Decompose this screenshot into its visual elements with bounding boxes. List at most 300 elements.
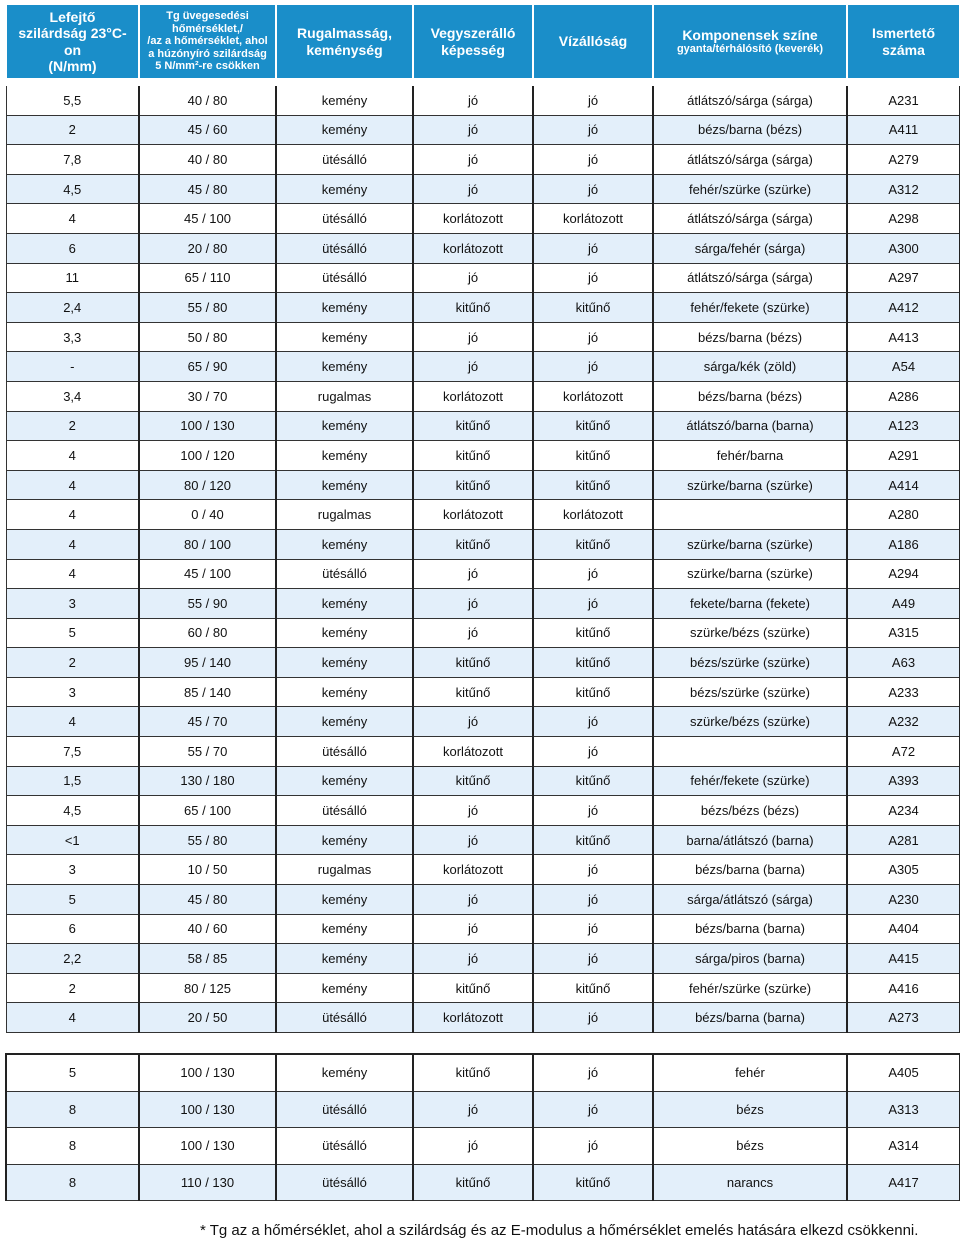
- cell-water-resistance: kitűnő: [533, 1164, 653, 1201]
- cell-chemical-resistance: jó: [413, 825, 533, 855]
- cell-water-resistance: jó: [533, 115, 653, 145]
- cell-peel-strength: 4: [6, 470, 139, 500]
- cell-elasticity: ütésálló: [276, 204, 413, 234]
- cell-datasheet-number: A415: [847, 944, 960, 974]
- cell-component-color: sárga/piros (barna): [653, 944, 847, 974]
- cell-datasheet-number: A233: [847, 677, 960, 707]
- cell-datasheet-number: A312: [847, 174, 960, 204]
- table-row: [6, 1054, 960, 1091]
- cell-peel-strength: 4,5: [6, 174, 139, 204]
- cell-water-resistance: jó: [533, 885, 653, 915]
- cell-tg-temperature: 65 / 100: [139, 796, 276, 826]
- header-elasticity: Rugalmasság, keménység: [276, 5, 413, 78]
- cell-tg-temperature: 55 / 80: [139, 825, 276, 855]
- table-row: [6, 944, 960, 974]
- cell-datasheet-number: A231: [847, 86, 960, 115]
- cell-tg-temperature: 130 / 180: [139, 766, 276, 796]
- cell-datasheet-number: A273: [847, 1003, 960, 1033]
- cell-water-resistance: jó: [533, 914, 653, 944]
- cell-peel-strength: 4: [6, 441, 139, 471]
- cell-elasticity: ütésálló: [276, 1128, 413, 1165]
- footnote: * Tg az a hőmérséklet, ahol a szilárdság és az E-modulus a hőmérséklet emelés hatására elkezd csökkenni.: [200, 1222, 919, 1239]
- cell-tg-temperature: 45 / 80: [139, 174, 276, 204]
- table-row: [6, 441, 960, 471]
- cell-tg-temperature: 50 / 80: [139, 322, 276, 352]
- table-row: [6, 885, 960, 915]
- table-row: [6, 825, 960, 855]
- cell-chemical-resistance: kitűnő: [413, 1054, 533, 1091]
- cell-water-resistance: jó: [533, 855, 653, 885]
- cell-component-color: fehér: [653, 1054, 847, 1091]
- cell-component-color: bézs/barna (barna): [653, 1003, 847, 1033]
- cell-peel-strength: 8: [6, 1164, 139, 1201]
- cell-elasticity: kemény: [276, 618, 413, 648]
- cell-chemical-resistance: korlátozott: [413, 737, 533, 767]
- cell-datasheet-number: A413: [847, 322, 960, 352]
- cell-tg-temperature: 20 / 80: [139, 233, 276, 263]
- cell-datasheet-number: A414: [847, 470, 960, 500]
- table-row: [6, 1003, 960, 1033]
- cell-datasheet-number: A300: [847, 233, 960, 263]
- cell-peel-strength: 3,3: [6, 322, 139, 352]
- cell-peel-strength: 2: [6, 648, 139, 678]
- cell-datasheet-number: A297: [847, 263, 960, 293]
- cell-component-color: sárga/átlátszó (sárga): [653, 885, 847, 915]
- cell-water-resistance: jó: [533, 174, 653, 204]
- cell-tg-temperature: 95 / 140: [139, 648, 276, 678]
- cell-datasheet-number: A417: [847, 1164, 960, 1201]
- cell-elasticity: kemény: [276, 411, 413, 441]
- cell-elasticity: kemény: [276, 352, 413, 382]
- cell-chemical-resistance: korlátozott: [413, 855, 533, 885]
- cell-elasticity: kemény: [276, 529, 413, 559]
- cell-peel-strength: 3,4: [6, 381, 139, 411]
- table-row: [6, 559, 960, 589]
- header-row: [6, 5, 960, 78]
- cell-tg-temperature: 80 / 120: [139, 470, 276, 500]
- cell-chemical-resistance: jó: [413, 115, 533, 145]
- cell-elasticity: kemény: [276, 648, 413, 678]
- table-row: [6, 174, 960, 204]
- cell-water-resistance: jó: [533, 352, 653, 382]
- cell-peel-strength: 4: [6, 1003, 139, 1033]
- table-row: [6, 263, 960, 293]
- cell-water-resistance: jó: [533, 263, 653, 293]
- cell-chemical-resistance: jó: [413, 796, 533, 826]
- cell-component-color: sárga/fehér (sárga): [653, 233, 847, 263]
- table-row: [6, 293, 960, 323]
- cell-water-resistance: jó: [533, 233, 653, 263]
- header-peel-strength: Lefejtő szilárdság 23°C- on (N/mm): [6, 5, 139, 78]
- header-water-resistance: Vízállóság: [533, 5, 653, 78]
- cell-chemical-resistance: kitűnő: [413, 648, 533, 678]
- cell-tg-temperature: 55 / 70: [139, 737, 276, 767]
- cell-chemical-resistance: jó: [413, 944, 533, 974]
- cell-chemical-resistance: kitűnő: [413, 677, 533, 707]
- cell-elasticity: ütésálló: [276, 559, 413, 589]
- cell-tg-temperature: 60 / 80: [139, 618, 276, 648]
- cell-peel-strength: 4: [6, 707, 139, 737]
- table-row: [6, 1091, 960, 1128]
- cell-elasticity: ütésálló: [276, 1164, 413, 1201]
- cell-chemical-resistance: jó: [413, 263, 533, 293]
- cell-chemical-resistance: jó: [413, 1091, 533, 1128]
- cell-elasticity: ütésálló: [276, 263, 413, 293]
- table-row: [6, 470, 960, 500]
- cell-datasheet-number: A314: [847, 1128, 960, 1165]
- cell-elasticity: kemény: [276, 677, 413, 707]
- cell-component-color: sárga/kék (zöld): [653, 352, 847, 382]
- cell-tg-temperature: 85 / 140: [139, 677, 276, 707]
- cell-datasheet-number: A294: [847, 559, 960, 589]
- cell-peel-strength: 8: [6, 1128, 139, 1165]
- cell-peel-strength: 5: [6, 618, 139, 648]
- cell-tg-temperature: 45 / 70: [139, 707, 276, 737]
- cell-tg-temperature: 80 / 100: [139, 529, 276, 559]
- table-row: [6, 204, 960, 234]
- cell-datasheet-number: A412: [847, 293, 960, 323]
- header-component-color: Komponensek színe gyanta/térhálósító (keverék): [653, 5, 847, 78]
- table-row: [6, 1128, 960, 1165]
- cell-peel-strength: 4: [6, 559, 139, 589]
- cell-elasticity: ütésálló: [276, 1003, 413, 1033]
- cell-elasticity: ütésálló: [276, 233, 413, 263]
- table-row: [6, 145, 960, 175]
- cell-chemical-resistance: korlátozott: [413, 1003, 533, 1033]
- cell-tg-temperature: 10 / 50: [139, 855, 276, 885]
- cell-datasheet-number: A405: [847, 1054, 960, 1091]
- cell-elasticity: kemény: [276, 470, 413, 500]
- cell-water-resistance: kitűnő: [533, 618, 653, 648]
- cell-water-resistance: jó: [533, 944, 653, 974]
- table-row: [6, 648, 960, 678]
- cell-elasticity: kemény: [276, 766, 413, 796]
- cell-datasheet-number: A123: [847, 411, 960, 441]
- cell-datasheet-number: A72: [847, 737, 960, 767]
- cell-water-resistance: kitűnő: [533, 470, 653, 500]
- main-table-body: [6, 78, 960, 1033]
- cell-chemical-resistance: jó: [413, 352, 533, 382]
- cell-elasticity: kemény: [276, 322, 413, 352]
- cell-chemical-resistance: kitűnő: [413, 293, 533, 323]
- cell-peel-strength: 2: [6, 115, 139, 145]
- cell-elasticity: ütésálló: [276, 145, 413, 175]
- cell-datasheet-number: A279: [847, 145, 960, 175]
- cell-component-color: fehér/barna: [653, 441, 847, 471]
- cell-elasticity: ütésálló: [276, 1091, 413, 1128]
- cell-peel-strength: 2: [6, 411, 139, 441]
- table-row: [6, 500, 960, 530]
- cell-datasheet-number: A54: [847, 352, 960, 382]
- cell-component-color: bézs/bézs (bézs): [653, 796, 847, 826]
- cell-elasticity: ütésálló: [276, 796, 413, 826]
- table-row: [6, 914, 960, 944]
- table-row: [6, 381, 960, 411]
- cell-peel-strength: 3: [6, 677, 139, 707]
- cell-tg-temperature: 40 / 60: [139, 914, 276, 944]
- cell-peel-strength: 7,5: [6, 737, 139, 767]
- cell-datasheet-number: A232: [847, 707, 960, 737]
- cell-elasticity: kemény: [276, 589, 413, 619]
- cell-water-resistance: jó: [533, 737, 653, 767]
- cell-peel-strength: 2: [6, 973, 139, 1003]
- table-row: [6, 529, 960, 559]
- cell-tg-temperature: 110 / 130: [139, 1164, 276, 1201]
- cell-datasheet-number: A49: [847, 589, 960, 619]
- cell-elasticity: kemény: [276, 115, 413, 145]
- cell-chemical-resistance: jó: [413, 589, 533, 619]
- cell-datasheet-number: A305: [847, 855, 960, 885]
- cell-peel-strength: 5: [6, 1054, 139, 1091]
- cell-datasheet-number: A280: [847, 500, 960, 530]
- cell-elasticity: kemény: [276, 914, 413, 944]
- cell-component-color: átlátszó/sárga (sárga): [653, 204, 847, 234]
- cell-chemical-resistance: jó: [413, 618, 533, 648]
- cell-tg-temperature: 45 / 100: [139, 204, 276, 234]
- cell-component-color: [653, 737, 847, 767]
- cell-component-color: bézs/barna (bézs): [653, 322, 847, 352]
- cell-datasheet-number: A416: [847, 973, 960, 1003]
- cell-chemical-resistance: jó: [413, 914, 533, 944]
- cell-tg-temperature: 45 / 100: [139, 559, 276, 589]
- cell-component-color: bézs/barna (bézs): [653, 115, 847, 145]
- table-row: [6, 618, 960, 648]
- cell-component-color: fehér/szürke (szürke): [653, 174, 847, 204]
- header-tg-temperature: Tg üvegesedési hőmérséklet,/ /az a hőmérséklet, ahol a húzónyíró szilárdság 5 N/mm²-re csökken: [139, 5, 276, 78]
- cell-peel-strength: <1: [6, 825, 139, 855]
- cell-chemical-resistance: jó: [413, 322, 533, 352]
- cell-peel-strength: 7,8: [6, 145, 139, 175]
- secondary-table-body: [6, 1054, 960, 1201]
- cell-component-color: bézs/szürke (szürke): [653, 648, 847, 678]
- table-row: [6, 322, 960, 352]
- cell-tg-temperature: 100 / 130: [139, 1091, 276, 1128]
- cell-component-color: bézs/barna (barna): [653, 914, 847, 944]
- cell-component-color: [653, 500, 847, 530]
- cell-component-color: fehér/szürke (szürke): [653, 973, 847, 1003]
- table-row: [6, 677, 960, 707]
- cell-water-resistance: jó: [533, 86, 653, 115]
- cell-peel-strength: 5: [6, 885, 139, 915]
- cell-tg-temperature: 45 / 60: [139, 115, 276, 145]
- cell-tg-temperature: 20 / 50: [139, 1003, 276, 1033]
- cell-component-color: bézs/barna (bézs): [653, 381, 847, 411]
- cell-water-resistance: kitűnő: [533, 677, 653, 707]
- cell-tg-temperature: 100 / 130: [139, 1128, 276, 1165]
- header-chemical-resistance: Vegyszerálló képesség: [413, 5, 533, 78]
- cell-elasticity: kemény: [276, 86, 413, 115]
- cell-datasheet-number: A186: [847, 529, 960, 559]
- table-row: [6, 589, 960, 619]
- cell-tg-temperature: 30 / 70: [139, 381, 276, 411]
- cell-elasticity: kemény: [276, 973, 413, 1003]
- cell-chemical-resistance: kitűnő: [413, 529, 533, 559]
- cell-peel-strength: 2,4: [6, 293, 139, 323]
- cell-chemical-resistance: kitűnő: [413, 973, 533, 1003]
- cell-component-color: átlátszó/sárga (sárga): [653, 263, 847, 293]
- table-row: [6, 766, 960, 796]
- cell-datasheet-number: A286: [847, 381, 960, 411]
- cell-chemical-resistance: kitűnő: [413, 441, 533, 471]
- cell-peel-strength: 5,5: [6, 86, 139, 115]
- cell-water-resistance: korlátozott: [533, 381, 653, 411]
- cell-tg-temperature: 80 / 125: [139, 973, 276, 1003]
- cell-component-color: barna/átlátszó (barna): [653, 825, 847, 855]
- cell-tg-temperature: 100 / 130: [139, 1054, 276, 1091]
- cell-water-resistance: jó: [533, 559, 653, 589]
- cell-datasheet-number: A234: [847, 796, 960, 826]
- cell-component-color: átlátszó/sárga (sárga): [653, 145, 847, 175]
- cell-water-resistance: kitűnő: [533, 441, 653, 471]
- cell-component-color: bézs/szürke (szürke): [653, 677, 847, 707]
- cell-peel-strength: 3: [6, 855, 139, 885]
- cell-tg-temperature: 40 / 80: [139, 86, 276, 115]
- cell-water-resistance: jó: [533, 1003, 653, 1033]
- cell-component-color: szürke/barna (szürke): [653, 559, 847, 589]
- cell-datasheet-number: A63: [847, 648, 960, 678]
- cell-peel-strength: 4: [6, 500, 139, 530]
- cell-elasticity: kemény: [276, 1054, 413, 1091]
- table-row: [6, 737, 960, 767]
- cell-component-color: bézs/barna (barna): [653, 855, 847, 885]
- cell-elasticity: kemény: [276, 293, 413, 323]
- cell-elasticity: ütésálló: [276, 737, 413, 767]
- cell-peel-strength: 4: [6, 204, 139, 234]
- cell-tg-temperature: 65 / 110: [139, 263, 276, 293]
- cell-datasheet-number: A411: [847, 115, 960, 145]
- cell-tg-temperature: 100 / 130: [139, 411, 276, 441]
- cell-water-resistance: jó: [533, 1091, 653, 1128]
- cell-chemical-resistance: jó: [413, 707, 533, 737]
- cell-datasheet-number: A393: [847, 766, 960, 796]
- cell-water-resistance: kitűnő: [533, 825, 653, 855]
- cell-water-resistance: kitűnő: [533, 766, 653, 796]
- cell-water-resistance: jó: [533, 1128, 653, 1165]
- cell-datasheet-number: A291: [847, 441, 960, 471]
- cell-chemical-resistance: jó: [413, 145, 533, 175]
- cell-water-resistance: kitűnő: [533, 411, 653, 441]
- cell-component-color: narancs: [653, 1164, 847, 1201]
- cell-datasheet-number: A313: [847, 1091, 960, 1128]
- secondary-properties-table: [5, 1053, 960, 1201]
- cell-tg-temperature: 40 / 80: [139, 145, 276, 175]
- cell-elasticity: rugalmas: [276, 381, 413, 411]
- table-row: [6, 233, 960, 263]
- cell-datasheet-number: A230: [847, 885, 960, 915]
- cell-peel-strength: 6: [6, 914, 139, 944]
- table-row: [6, 115, 960, 145]
- table-row: [6, 411, 960, 441]
- cell-elasticity: kemény: [276, 825, 413, 855]
- cell-tg-temperature: 55 / 90: [139, 589, 276, 619]
- table-row: [6, 855, 960, 885]
- cell-water-resistance: jó: [533, 145, 653, 175]
- cell-component-color: szürke/bézs (szürke): [653, 618, 847, 648]
- cell-water-resistance: kitűnő: [533, 973, 653, 1003]
- cell-component-color: szürke/barna (szürke): [653, 529, 847, 559]
- cell-water-resistance: jó: [533, 1054, 653, 1091]
- cell-chemical-resistance: kitűnő: [413, 470, 533, 500]
- cell-elasticity: kemény: [276, 441, 413, 471]
- table-row: [6, 86, 960, 115]
- cell-peel-strength: 4,5: [6, 796, 139, 826]
- cell-peel-strength: -: [6, 352, 139, 382]
- cell-elasticity: kemény: [276, 174, 413, 204]
- cell-peel-strength: 3: [6, 589, 139, 619]
- cell-component-color: átlátszó/sárga (sárga): [653, 86, 847, 115]
- cell-datasheet-number: A315: [847, 618, 960, 648]
- cell-elasticity: kemény: [276, 944, 413, 974]
- cell-tg-temperature: 100 / 120: [139, 441, 276, 471]
- table-row: [6, 796, 960, 826]
- cell-chemical-resistance: korlátozott: [413, 500, 533, 530]
- cell-datasheet-number: A298: [847, 204, 960, 234]
- cell-component-color: szürke/bézs (szürke): [653, 707, 847, 737]
- cell-water-resistance: jó: [533, 589, 653, 619]
- cell-chemical-resistance: jó: [413, 559, 533, 589]
- cell-chemical-resistance: korlátozott: [413, 233, 533, 263]
- cell-chemical-resistance: kitűnő: [413, 766, 533, 796]
- cell-component-color: fekete/barna (fekete): [653, 589, 847, 619]
- cell-water-resistance: korlátozott: [533, 500, 653, 530]
- cell-tg-temperature: 45 / 80: [139, 885, 276, 915]
- cell-datasheet-number: A281: [847, 825, 960, 855]
- cell-component-color: fehér/fekete (szürke): [653, 766, 847, 796]
- cell-peel-strength: 4: [6, 529, 139, 559]
- cell-peel-strength: 1,5: [6, 766, 139, 796]
- cell-tg-temperature: 65 / 90: [139, 352, 276, 382]
- table-row: [6, 352, 960, 382]
- cell-elasticity: kemény: [276, 885, 413, 915]
- cell-peel-strength: 8: [6, 1091, 139, 1128]
- cell-component-color: szürke/barna (szürke): [653, 470, 847, 500]
- cell-water-resistance: kitűnő: [533, 529, 653, 559]
- cell-chemical-resistance: korlátozott: [413, 204, 533, 234]
- cell-chemical-resistance: jó: [413, 1128, 533, 1165]
- cell-water-resistance: kitűnő: [533, 293, 653, 323]
- cell-component-color: átlátszó/barna (barna): [653, 411, 847, 441]
- cell-tg-temperature: 58 / 85: [139, 944, 276, 974]
- cell-elasticity: kemény: [276, 707, 413, 737]
- cell-peel-strength: 11: [6, 263, 139, 293]
- cell-chemical-resistance: jó: [413, 86, 533, 115]
- cell-chemical-resistance: korlátozott: [413, 381, 533, 411]
- cell-elasticity: rugalmas: [276, 855, 413, 885]
- spacer-cell: [6, 78, 960, 86]
- cell-chemical-resistance: jó: [413, 174, 533, 204]
- spacer-row: [6, 78, 960, 86]
- table-row: [6, 1164, 960, 1201]
- cell-water-resistance: jó: [533, 322, 653, 352]
- cell-peel-strength: 6: [6, 233, 139, 263]
- table-row: [6, 973, 960, 1003]
- cell-chemical-resistance: kitűnő: [413, 411, 533, 441]
- cell-water-resistance: kitűnő: [533, 648, 653, 678]
- table-row: [6, 707, 960, 737]
- cell-chemical-resistance: kitűnő: [413, 1164, 533, 1201]
- cell-water-resistance: jó: [533, 707, 653, 737]
- cell-chemical-resistance: jó: [413, 885, 533, 915]
- cell-component-color: bézs: [653, 1128, 847, 1165]
- cell-component-color: fehér/fekete (szürke): [653, 293, 847, 323]
- cell-water-resistance: jó: [533, 796, 653, 826]
- cell-tg-temperature: 0 / 40: [139, 500, 276, 530]
- cell-peel-strength: 2,2: [6, 944, 139, 974]
- header-datasheet-number: Ismertető száma: [847, 5, 960, 78]
- cell-water-resistance: korlátozott: [533, 204, 653, 234]
- adhesive-properties-table: [5, 5, 960, 1033]
- cell-component-color: bézs: [653, 1091, 847, 1128]
